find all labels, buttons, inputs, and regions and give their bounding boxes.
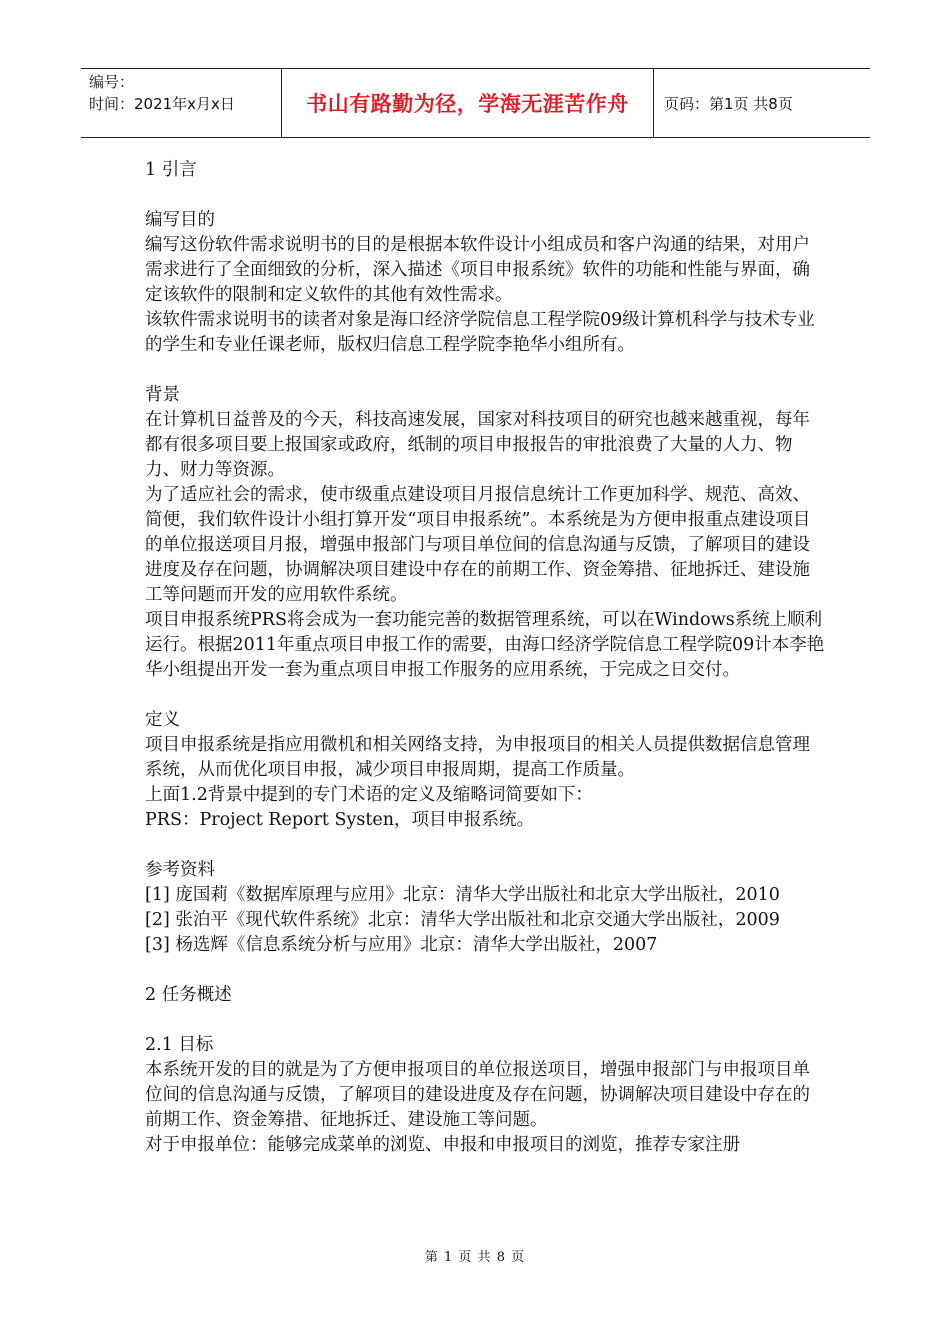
paragraph: 在计算机日益普及的今天，科技高速发展，国家对科技项目的研究也越来越重视，每年都有很多项目要上报国家或政府，纸制的项目申报报告的审批浪费了大量的人力、物力、财力等资源。 xyxy=(145,410,810,480)
section-heading: 2 任务概述 xyxy=(145,985,232,1005)
blank-line xyxy=(145,1008,825,1033)
blank-line xyxy=(145,958,825,983)
paragraph: 该软件需求说明书的读者对象是海口经济学院信息工程学院09级计算机科学与技术专业的学生和专业任课老师，版权归信息工程学院李艳华小组所有。 xyxy=(145,310,815,355)
paragraph: [2] 张泊平《现代软件系统》北京：清华大学出版社和北京交通大学出版社，2009 xyxy=(145,910,780,930)
header-meta xyxy=(81,69,282,137)
document-body xyxy=(145,158,825,1158)
paragraph: 编写这份软件需求说明书的目的是根据本软件设计小组成员和客户沟通的结果，对用户需求进行了全面细致的分析，深入描述《项目申报系统》软件的功能和性能与界面，确定该软件的限制和定义软件的其他有效性需求。 xyxy=(145,235,810,305)
paragraph: 对于申报单位：能够完成菜单的浏览、申报和申报项目的浏览，推荐专家注册 xyxy=(145,1135,740,1155)
page-header xyxy=(81,68,870,138)
section-heading: 1 引言 xyxy=(145,160,197,180)
header-motto: 书山有路勤为径，学海无涯苦作舟 xyxy=(282,69,654,137)
paragraph: 本系统开发的目的就是为了方便申报项目的单位报送项目，增强申报部门与申报项目单位间的信息沟通与反馈，了解项目的建设进度及存在问题，协调解决项目建设中存在的前期工作、资金筹措、征地拆迁、建设施工等问题。 xyxy=(145,1060,810,1130)
paragraph: [3] 杨选辉《信息系统分析与应用》北京：清华大学出版社，2007 xyxy=(145,935,658,955)
blank-line xyxy=(145,358,825,383)
paragraph: PRS：Project Report Systen，项目申报系统。 xyxy=(145,810,535,830)
section-heading: 背景 xyxy=(145,385,180,405)
header-page-info: 页码：第1页 共8页 xyxy=(664,94,793,113)
blank-line xyxy=(145,833,825,858)
document-date: 时间：2021年x月x日 xyxy=(89,95,235,113)
paragraph: 上面1.2背景中提到的专门术语的定义及缩略词简要如下： xyxy=(145,785,593,805)
section-heading: 编写目的 xyxy=(145,210,215,230)
paragraph: [1] 庞国莉《数据库原理与应用》北京：清华大学出版社和北京大学出版社，2010 xyxy=(145,885,780,905)
paragraph: 项目申报系统是指应用微机和相关网络支持，为申报项目的相关人员提供数据信息管理系统，从而优化项目申报，减少项目申报周期，提高工作质量。 xyxy=(145,735,810,780)
section-heading: 参考资料 xyxy=(145,860,215,880)
section-heading: 2.1 目标 xyxy=(145,1035,214,1055)
section-heading: 定义 xyxy=(145,710,180,730)
blank-line xyxy=(145,183,825,208)
paragraph: 为了适应社会的需求，使市级重点建设项目月报信息统计工作更加科学、规范、高效、简便，我们软件设计小组打算开发“项目申报系统”。本系统是为方便申报重点建设项目的单位报送项目月报，增强申报部门与项目单位间的信息沟通与反馈，了解项目的建设进度及存在问题，协调解决项目建设中存在的前期工作、资金筹措、征地拆迁、建设施工等问题而开发的应用软件系统。 xyxy=(145,485,811,605)
paragraph: 项目申报系统PRS将会成为一套功能完善的数据管理系统，可以在Windows系统上顺利运行。根据2011年重点项目申报工作的需要，由海口经济学院信息工程学院09计本李艳华小组提出开发一套为重点项目申报工作服务的应用系统，于完成之日交付。 xyxy=(145,610,825,680)
document-number-label: 编号： xyxy=(89,73,135,91)
page-footer: 第 1 页 共 8 页 xyxy=(424,1250,526,1265)
blank-line xyxy=(145,683,825,708)
